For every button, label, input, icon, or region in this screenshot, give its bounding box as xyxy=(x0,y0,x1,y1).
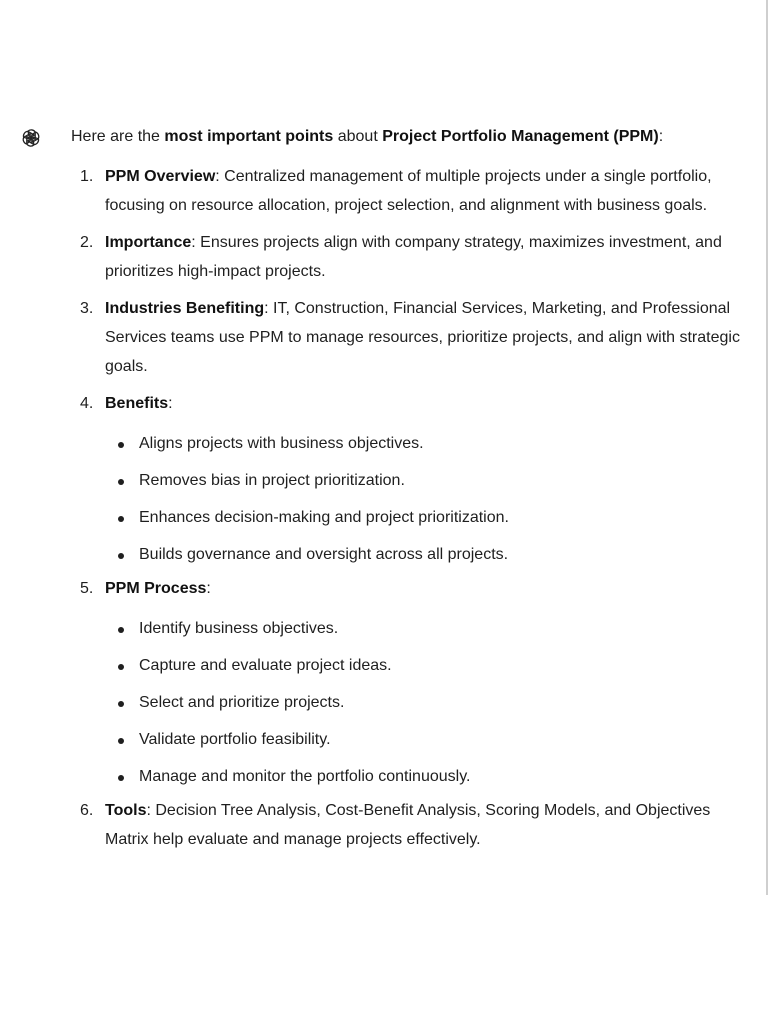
item-title: PPM Process xyxy=(105,580,207,597)
item-text: : Centralized management of multiple projects under a single portfolio, focusing on resource allocation, project selection, and alignment with business goals. xyxy=(105,168,712,214)
bullet-text: Removes bias in project prioritization. xyxy=(139,472,405,489)
bullet-item xyxy=(105,433,755,455)
item-text: : xyxy=(206,580,211,597)
points-list xyxy=(0,162,768,854)
bullet-item xyxy=(105,470,755,492)
list-item-importance xyxy=(0,228,755,286)
intro-post: : xyxy=(658,128,664,145)
process-bullets xyxy=(105,618,755,788)
bullet-text: Validate portfolio feasibility. xyxy=(139,731,331,748)
list-item-ppm-overview xyxy=(0,162,755,220)
intro-bold-1: most important points xyxy=(164,128,334,145)
list-item-industries xyxy=(0,294,755,381)
intro-text xyxy=(71,126,761,148)
list-item-tools xyxy=(0,796,755,854)
item-title: PPM Overview xyxy=(105,168,216,185)
bullet-text: Manage and monitor the portfolio continuously. xyxy=(139,768,471,785)
item-text: : Ensures projects align with company strategy, maximizes investment, and prioritizes high-impact projects. xyxy=(105,234,722,280)
benefits-bullets xyxy=(105,433,755,566)
bullet-item xyxy=(105,692,755,714)
intro-pre: Here are the xyxy=(71,128,165,145)
item-text: : IT, Construction, Financial Services, Marketing, and Professional Services teams use PPM to manage resources, prioritize projects, and align with strategic goals. xyxy=(105,300,740,375)
list-item-ppm-process xyxy=(0,574,755,788)
list-number: 5. xyxy=(80,580,94,597)
bullet-dot-icon xyxy=(118,553,124,559)
item-title: Importance xyxy=(105,234,192,251)
list-number: 6. xyxy=(80,802,94,819)
bullet-dot-icon xyxy=(118,664,124,670)
bullet-text: Enhances decision-making and project prioritization. xyxy=(139,509,509,526)
bullet-text: Select and prioritize projects. xyxy=(139,694,345,711)
bullet-dot-icon xyxy=(118,442,124,448)
bullet-dot-icon xyxy=(118,479,124,485)
bullet-item xyxy=(105,766,755,788)
bullet-dot-icon xyxy=(118,627,124,633)
item-title: Industries Benefiting xyxy=(105,300,265,317)
bullet-item xyxy=(105,507,755,529)
list-number: 4. xyxy=(80,395,94,412)
list-number: 1. xyxy=(80,168,94,185)
item-title: Benefits xyxy=(105,395,169,412)
item-text: : xyxy=(168,395,173,412)
intro-bold-2: Project Portfolio Management (PPM) xyxy=(382,128,659,145)
bullet-dot-icon xyxy=(118,775,124,781)
bullet-text: Identify business objectives. xyxy=(139,620,339,637)
bullet-text: Capture and evaluate project ideas. xyxy=(139,657,392,674)
item-title: Tools xyxy=(105,802,147,819)
list-number: 3. xyxy=(80,300,94,317)
bullet-dot-icon xyxy=(118,701,124,707)
list-number: 2. xyxy=(80,234,94,251)
assistant-logo-icon xyxy=(20,127,42,149)
bullet-item xyxy=(105,618,755,640)
bullet-dot-icon xyxy=(118,516,124,522)
bullet-text: Builds governance and oversight across all projects. xyxy=(139,546,509,563)
bullet-dot-icon xyxy=(118,738,124,744)
list-item-benefits xyxy=(0,389,755,566)
bullet-text: Aligns projects with business objectives. xyxy=(139,435,424,452)
item-text: : Decision Tree Analysis, Cost-Benefit Analysis, Scoring Models, and Objectives Matrix help evaluate and manage projects effectively. xyxy=(105,802,711,848)
bullet-item xyxy=(105,729,755,751)
bullet-item xyxy=(105,655,755,677)
bullet-item xyxy=(105,544,755,566)
intro-mid: about xyxy=(333,128,383,145)
